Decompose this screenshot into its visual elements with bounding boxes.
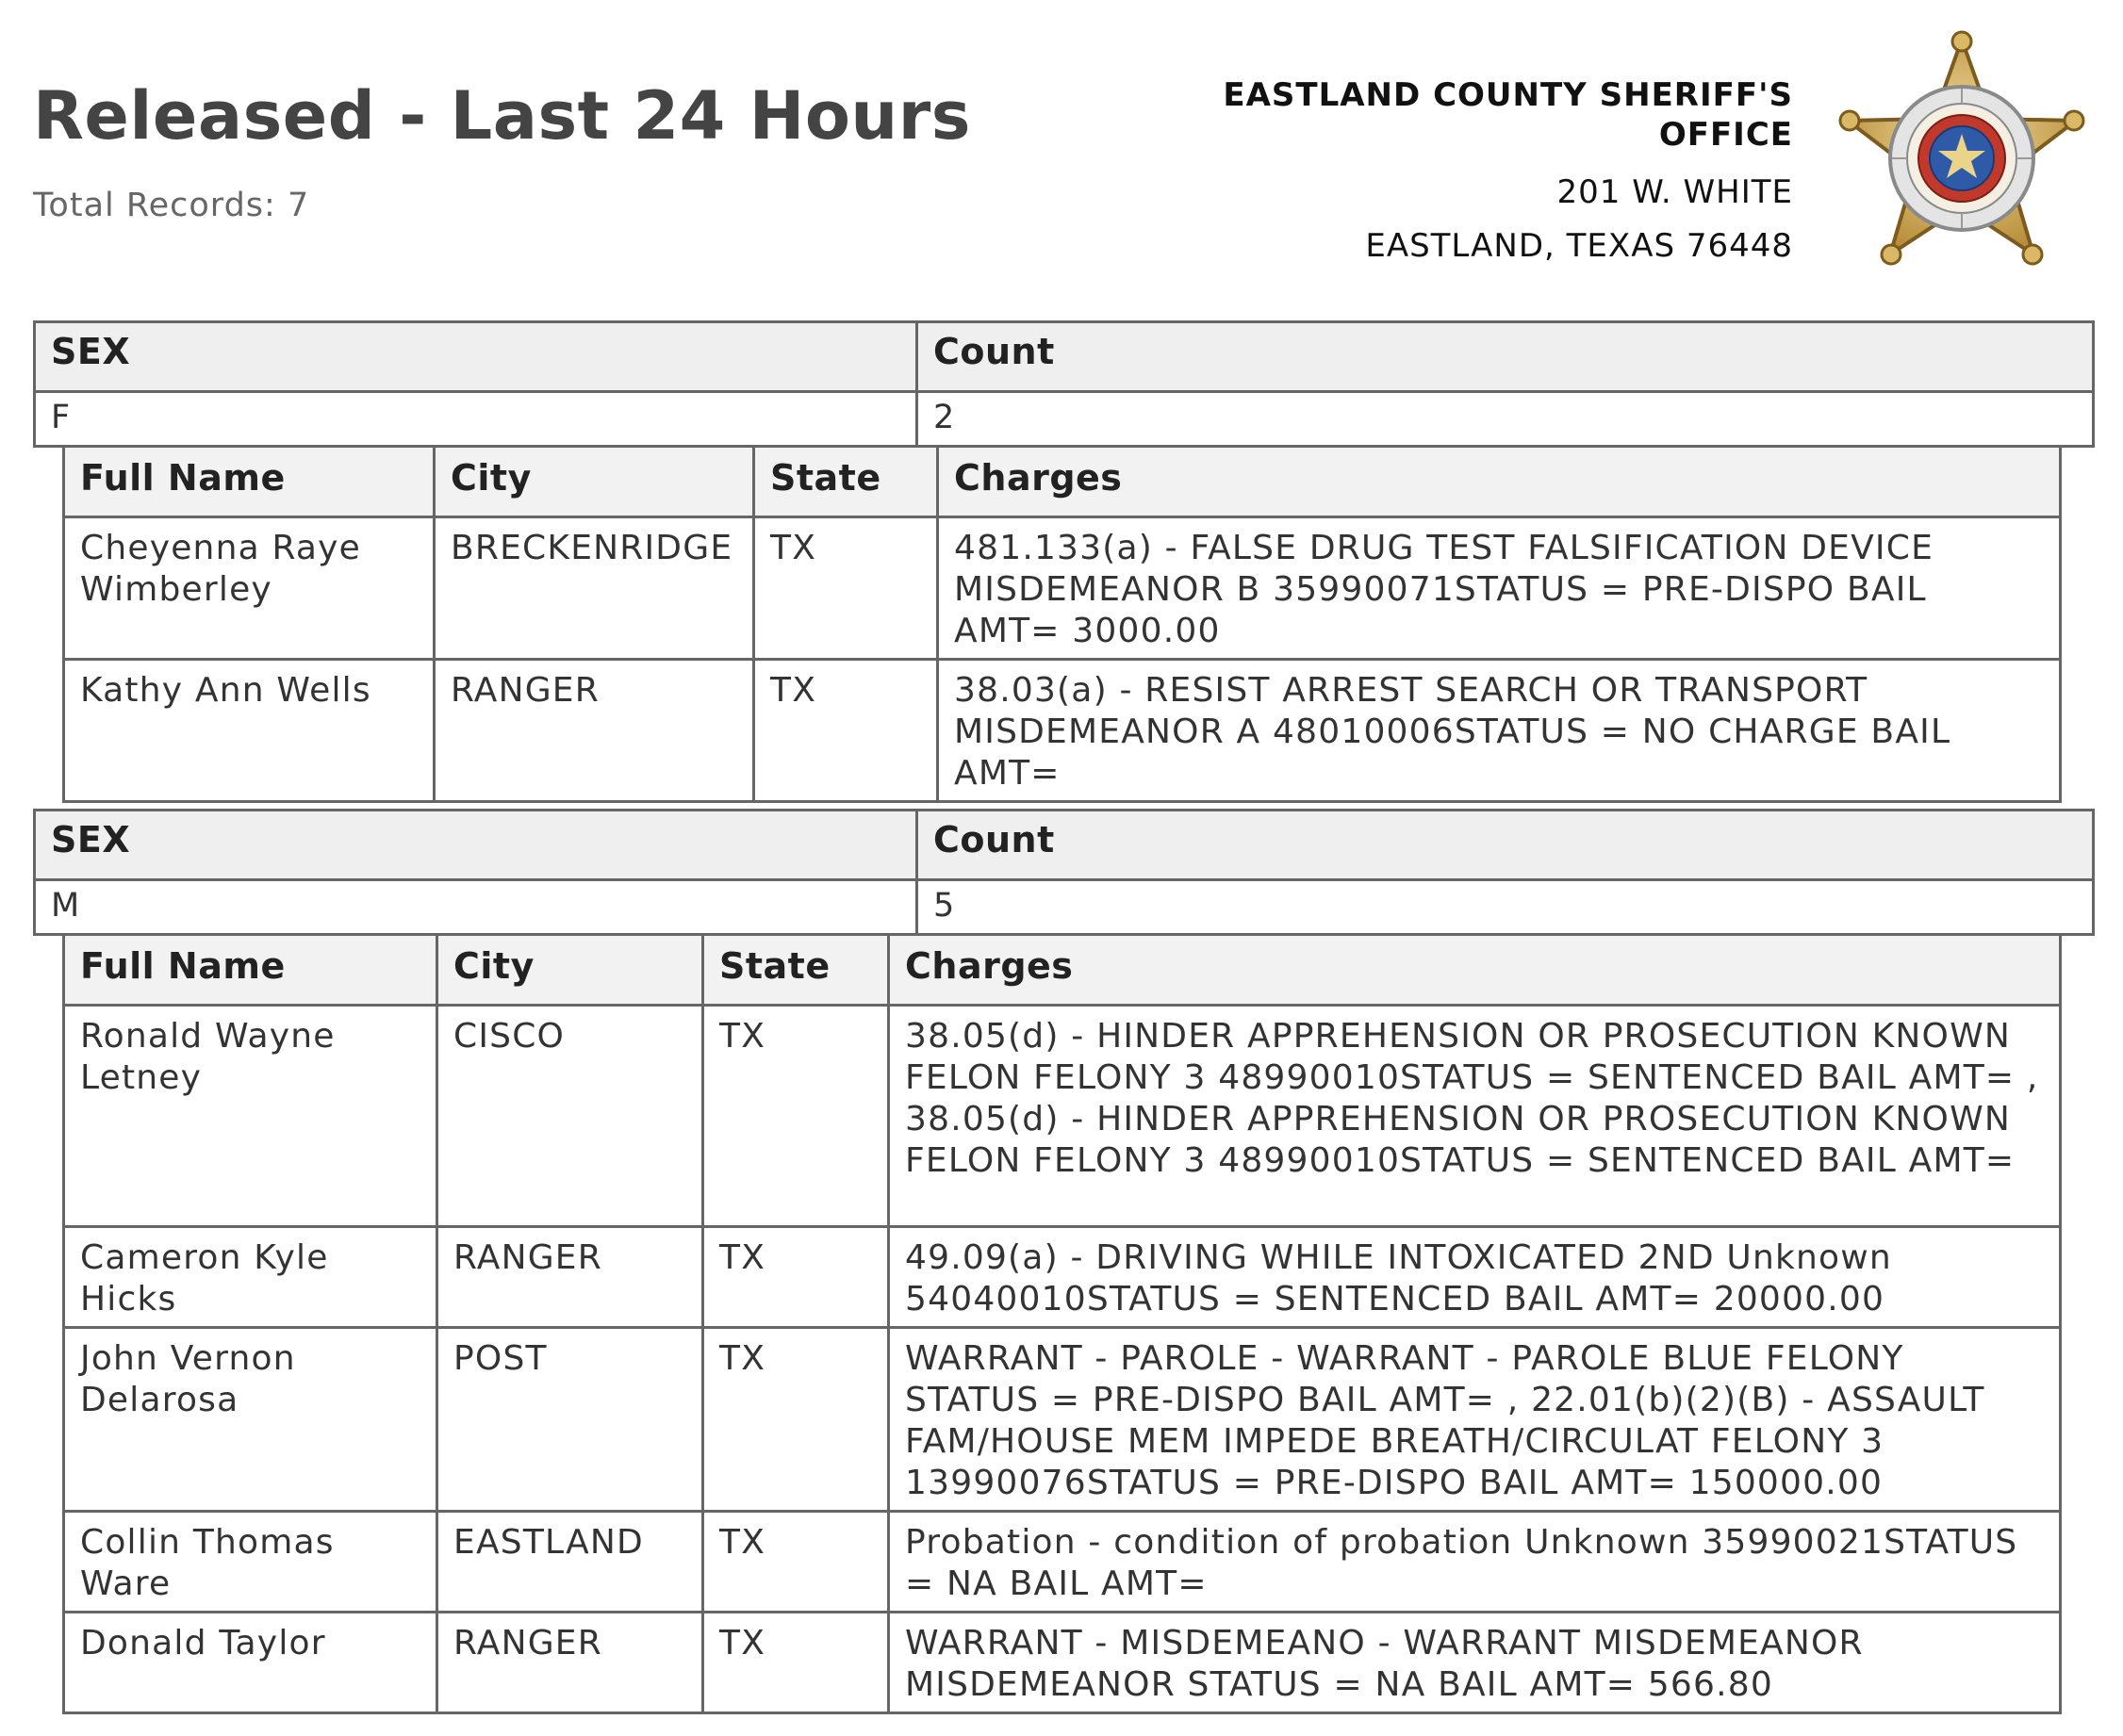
state-cell: TX bbox=[703, 1328, 889, 1512]
state-header: State bbox=[703, 935, 889, 1006]
table-row bbox=[64, 1227, 2061, 1328]
records-table-f bbox=[62, 445, 2062, 803]
total-records: Total Records: 7 bbox=[33, 187, 310, 224]
sheriff-star-badge-icon bbox=[1825, 28, 2098, 288]
full-name-cell: Ronald Wayne Letney bbox=[64, 1006, 437, 1227]
table-row bbox=[64, 517, 2061, 660]
city-header: City bbox=[437, 935, 703, 1006]
office-address bbox=[1223, 166, 1793, 273]
charges-cell: WARRANT - MISDEMEANO - WARRANT MISDEMEANOR MISDEMEANOR STATUS = NA BAIL AMT= 566.80 bbox=[889, 1613, 2061, 1713]
charges-header: Charges bbox=[889, 935, 2061, 1006]
full-name-header: Full Name bbox=[64, 447, 435, 517]
city-header: City bbox=[435, 447, 754, 517]
full-name-cell: John Vernon Delarosa bbox=[64, 1328, 437, 1512]
count-header: Count bbox=[917, 811, 2094, 880]
state-cell: TX bbox=[703, 1613, 889, 1713]
city-cell: EASTLAND bbox=[437, 1512, 703, 1613]
sex-value: F bbox=[35, 392, 917, 447]
city-cell: CISCO bbox=[437, 1006, 703, 1227]
table-row bbox=[64, 660, 2061, 802]
count-value: 2 bbox=[917, 392, 2094, 447]
city-cell: BRECKENRIDGE bbox=[435, 517, 754, 660]
charges-cell: 49.09(a) - DRIVING WHILE INTOXICATED 2ND Unknown 54040010STATUS = SENTENCED BAIL AMT= 20000.00 bbox=[889, 1227, 2061, 1328]
city-cell: RANGER bbox=[437, 1227, 703, 1328]
charges-header: Charges bbox=[938, 447, 2061, 517]
table-row bbox=[64, 1328, 2061, 1512]
state-cell: TX bbox=[703, 1006, 889, 1227]
full-name-cell: Donald Taylor bbox=[64, 1613, 437, 1713]
state-cell: TX bbox=[703, 1512, 889, 1613]
charges-cell: WARRANT - PAROLE - WARRANT - PAROLE BLUE FELONY STATUS = PRE-DISPO BAIL AMT= , 22.01(b)(2)(B) - ASSAULT FAM/HOUSE MEM IMPEDE BREATH/CIRCULAT FELONY 3 13990076STATUS = PRE-DISPO BAIL AMT= 150000.00 bbox=[889, 1328, 2061, 1512]
state-cell: TX bbox=[754, 517, 938, 660]
page-title: Released - Last 24 Hours bbox=[33, 77, 971, 155]
full-name-header: Full Name bbox=[64, 935, 437, 1006]
charges-cell: 38.03(a) - RESIST ARREST SEARCH OR TRANSPORT MISDEMEANOR A 48010006STATUS = NO CHARGE BAIL AMT= bbox=[938, 660, 2061, 802]
charges-cell: 38.05(d) - HINDER APPREHENSION OR PROSECUTION KNOWN FELON FELONY 3 48990010STATUS = SENTENCED BAIL AMT= , 38.05(d) - HINDER APPREHENSION OR PROSECUTION KNOWN FELON FELONY 3 48990010STATUS = SENTENCED BAIL AMT= bbox=[889, 1006, 2061, 1227]
sex-header: SEX bbox=[35, 811, 917, 880]
state-cell: TX bbox=[754, 660, 938, 802]
charges-cell: 481.133(a) - FALSE DRUG TEST FALSIFICATION DEVICE MISDEMEANOR B 35990071STATUS = PRE-DISPO BAIL AMT= 3000.00 bbox=[938, 517, 2061, 660]
city-cell: RANGER bbox=[437, 1613, 703, 1713]
state-header: State bbox=[754, 447, 938, 517]
table-row bbox=[64, 1613, 2061, 1713]
count-header: Count bbox=[917, 322, 2094, 392]
records-table-m bbox=[62, 933, 2062, 1714]
city-cell: RANGER bbox=[435, 660, 754, 802]
office-info bbox=[1223, 75, 1793, 273]
office-name-line2: OFFICE bbox=[1658, 116, 1793, 154]
office-name-line1: EASTLAND COUNTY SHERIFF'S bbox=[1223, 76, 1793, 114]
office-name bbox=[1223, 75, 1793, 155]
table-row bbox=[64, 1512, 2061, 1613]
city-cell: POST bbox=[437, 1328, 703, 1512]
charges-cell: Probation - condition of probation Unknown 35990021STATUS = NA BAIL AMT= bbox=[889, 1512, 2061, 1613]
full-name-cell: Collin Thomas Ware bbox=[64, 1512, 437, 1613]
sex-value: M bbox=[35, 880, 917, 935]
sex-summary-table-m bbox=[33, 809, 2095, 936]
office-address-line1: 201 W. WHITE bbox=[1556, 173, 1793, 211]
sex-summary-table-f bbox=[33, 320, 2095, 448]
count-value: 5 bbox=[917, 880, 2094, 935]
full-name-cell: Cheyenna Raye Wimberley bbox=[64, 517, 435, 660]
sex-header: SEX bbox=[35, 322, 917, 392]
office-address-line2: EASTLAND, TEXAS 76448 bbox=[1365, 227, 1793, 265]
full-name-cell: Cameron Kyle Hicks bbox=[64, 1227, 437, 1328]
table-row bbox=[64, 1006, 2061, 1227]
full-name-cell: Kathy Ann Wells bbox=[64, 660, 435, 802]
state-cell: TX bbox=[703, 1227, 889, 1328]
